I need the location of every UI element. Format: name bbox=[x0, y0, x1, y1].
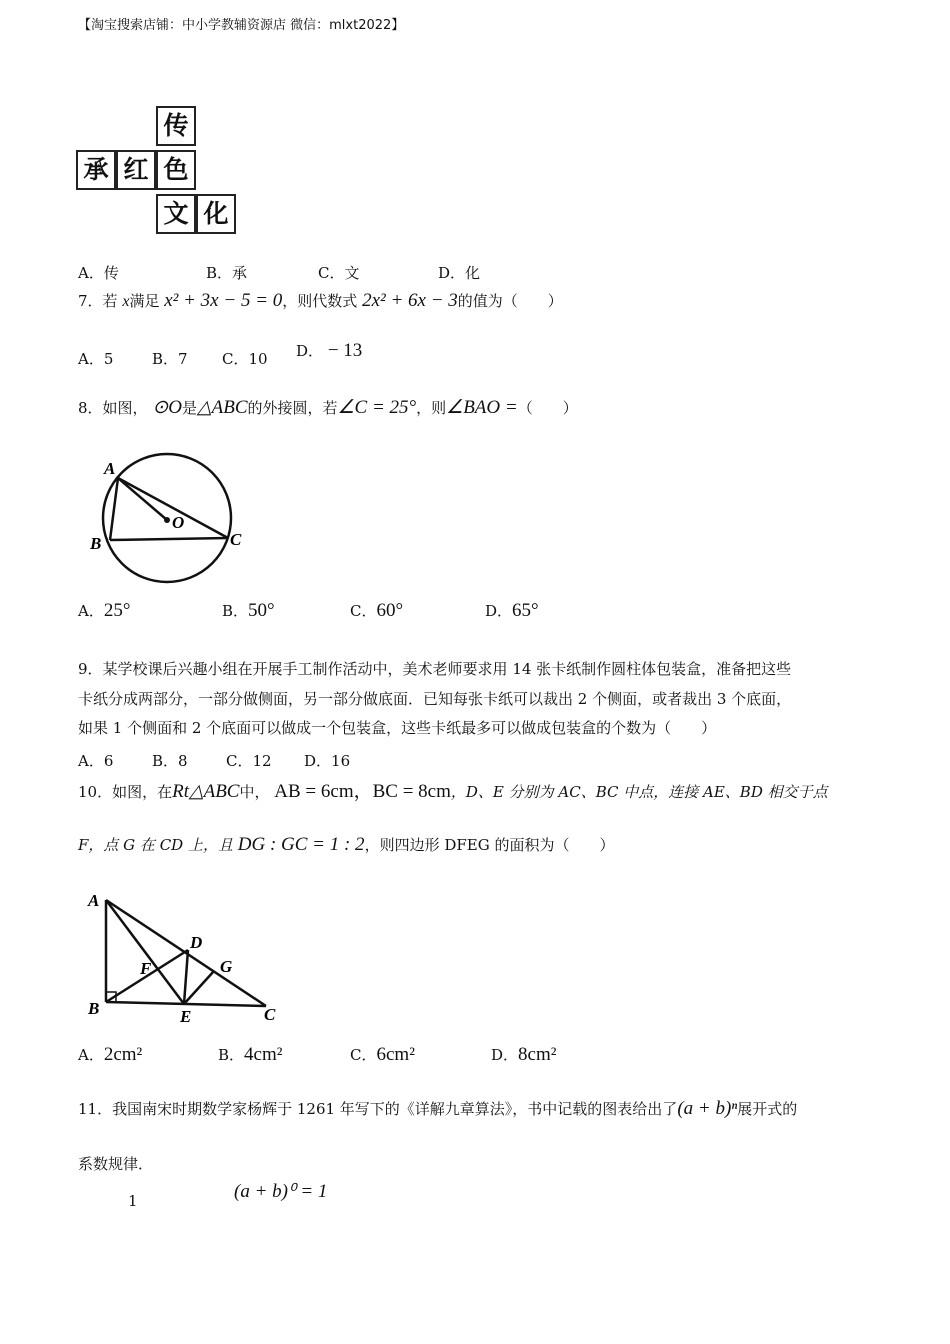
q11-expression: (a + b)ⁿ bbox=[677, 1098, 738, 1119]
q8-stem bbox=[78, 396, 578, 419]
q7-stem bbox=[78, 290, 563, 312]
segment-de bbox=[184, 950, 188, 1004]
label-b: B bbox=[90, 534, 102, 553]
q7-prefix: 7．若 bbox=[78, 292, 118, 310]
net-cell: 承 bbox=[76, 150, 116, 190]
segment-ae bbox=[106, 900, 184, 1004]
q6-option-b: B．承 bbox=[206, 264, 248, 282]
q7-option-d-label: D． bbox=[296, 342, 324, 360]
q11-line1-end: 展开式的 bbox=[737, 1100, 798, 1118]
q9-option-b: B．8 bbox=[152, 752, 188, 770]
q8-option-c bbox=[350, 600, 403, 622]
label-g: G bbox=[220, 957, 233, 976]
q9-option-a: A．6 bbox=[78, 752, 114, 770]
q8-option-d bbox=[485, 600, 539, 622]
q7-suffix: 的值为（ ） bbox=[457, 292, 563, 310]
option-value: 8cm² bbox=[518, 1044, 557, 1065]
q9-option-d: D．16 bbox=[304, 752, 351, 770]
q9-line-1: 9．某学校课后兴趣小组在开展手工制作活动中，美术老师要求用 14 张卡纸制作圆柱体包装盒，准备把这些 bbox=[78, 660, 792, 678]
q6-option-a: A．传 bbox=[78, 264, 119, 282]
q10-mid1: 中， bbox=[239, 783, 270, 801]
q7-mid1: 满足 bbox=[129, 292, 160, 310]
label-b: B bbox=[88, 999, 100, 1018]
q8-triangle: △ABC bbox=[197, 397, 248, 418]
pascal-row0-expr: (a + b)⁰ = 1 bbox=[234, 1181, 328, 1202]
net-cell: 传 bbox=[156, 106, 196, 146]
q8-option-b bbox=[222, 600, 275, 622]
option-value: 25° bbox=[103, 600, 131, 621]
q7-option-c: C．10 bbox=[222, 350, 268, 368]
label-a: A bbox=[88, 891, 100, 910]
net-cell: 化 bbox=[196, 194, 236, 234]
q6-option-c: C．文 bbox=[318, 264, 360, 282]
option-value: 60° bbox=[376, 600, 404, 621]
q10-triangle: Rt△ABC bbox=[172, 781, 240, 802]
q7-option-a: A．5 bbox=[78, 350, 114, 368]
segment-ao bbox=[118, 478, 167, 520]
q8-prefix: 8．如图， bbox=[78, 399, 148, 417]
option-value: 2cm² bbox=[103, 1044, 143, 1065]
q7-equation: x² + 3x − 5 = 0 bbox=[164, 290, 283, 311]
q10-line1-rest: ，D、E 分别为 AC、BC 中点，连接 AE、BD 相交于点 bbox=[450, 783, 828, 801]
q7-option-d bbox=[296, 340, 362, 362]
label-c: C bbox=[264, 1005, 276, 1024]
option-label: C． bbox=[350, 1046, 377, 1064]
q10-triangle-figure bbox=[84, 888, 284, 1028]
label-a: A bbox=[104, 459, 116, 478]
option-label: D． bbox=[485, 602, 513, 620]
cube-net-figure bbox=[76, 106, 238, 236]
q8-circle: ⊙O bbox=[152, 397, 182, 418]
q7-mid2: ，则代数式 bbox=[282, 292, 358, 310]
net-cell: 文 bbox=[156, 194, 196, 234]
label-f: F bbox=[140, 959, 152, 978]
q10-option-a bbox=[78, 1044, 142, 1066]
q6-option-d: D．化 bbox=[438, 264, 481, 282]
label-c: C bbox=[230, 530, 242, 549]
option-label: D． bbox=[491, 1046, 519, 1064]
page-header: 【淘宝搜索店铺：中小学教辅资源店 微信：mlxt2022】 bbox=[78, 18, 405, 33]
q8-mid3: ，则 bbox=[416, 399, 447, 417]
label-e: E bbox=[180, 1007, 192, 1026]
q11-line-1 bbox=[78, 1098, 797, 1120]
option-label: B． bbox=[218, 1046, 245, 1064]
option-label: A． bbox=[78, 602, 104, 620]
q10-lengths: AB = 6cm，BC = 8cm bbox=[274, 781, 451, 802]
q8-angle-bao: ∠BAO = bbox=[446, 397, 518, 418]
q8-suffix: （ ） bbox=[517, 399, 578, 417]
q7-var: x bbox=[122, 293, 130, 310]
q7-option-b: B．7 bbox=[152, 350, 188, 368]
net-cell: 色 bbox=[156, 150, 196, 190]
option-label: B． bbox=[222, 602, 249, 620]
q10-option-c bbox=[350, 1044, 415, 1066]
q7-expression: 2x² + 6x − 3 bbox=[362, 290, 458, 311]
q11-text: 11．我国南宋时期数学家杨辉于 1261 年写下的《详解九章算法》，书中记载的图表给出了 bbox=[78, 1100, 678, 1118]
q11-line-2: 系数规律． bbox=[78, 1155, 154, 1173]
option-label: A． bbox=[78, 1046, 104, 1064]
option-label: C． bbox=[350, 602, 377, 620]
q8-option-a bbox=[78, 600, 130, 622]
pascal-row0-coef: 1 bbox=[128, 1192, 138, 1210]
segment-bc bbox=[110, 538, 228, 540]
net-cell: 红 bbox=[116, 150, 156, 190]
q9-line-2: 卡纸分成两部分，一部分做侧面，另一部分做底面．已知每张卡纸可以裁出 2 个侧面，或者裁出 3 个底面， bbox=[78, 690, 792, 708]
q10-line-1 bbox=[78, 776, 828, 803]
label-o: O bbox=[172, 513, 185, 532]
q10-ratio: DG : GC = 1 : 2 bbox=[237, 834, 365, 855]
q9-option-c: C．12 bbox=[226, 752, 272, 770]
q10-line2-start: F，点 G 在 CD 上，且 bbox=[78, 836, 233, 854]
q8-angle-c: ∠C = 25° bbox=[337, 397, 417, 418]
q10-line-2 bbox=[78, 834, 614, 856]
q8-mid2: 的外接圆，若 bbox=[247, 399, 338, 417]
q10-prefix: 10．如图，在 bbox=[78, 783, 173, 801]
option-value: 4cm² bbox=[244, 1044, 283, 1065]
center-point bbox=[164, 517, 170, 523]
q7-option-d-value: − 13 bbox=[327, 340, 363, 361]
segment-eg bbox=[184, 971, 214, 1004]
q9-line-3: 如果 1 个侧面和 2 个底面可以做成一个包装盒，这些卡纸最多可以做成包装盒的个数为（ ） bbox=[78, 719, 717, 737]
option-value: 6cm² bbox=[376, 1044, 415, 1065]
option-value: 65° bbox=[512, 600, 539, 621]
q8-circle-figure bbox=[80, 450, 260, 585]
q8-mid1: 是 bbox=[181, 399, 197, 417]
q10-option-d bbox=[491, 1044, 556, 1066]
q10-line2-end: ，则四边形 DFEG 的面积为（ ） bbox=[364, 836, 615, 854]
option-value: 50° bbox=[248, 600, 275, 621]
label-d: D bbox=[190, 933, 203, 952]
q10-option-b bbox=[218, 1044, 282, 1066]
